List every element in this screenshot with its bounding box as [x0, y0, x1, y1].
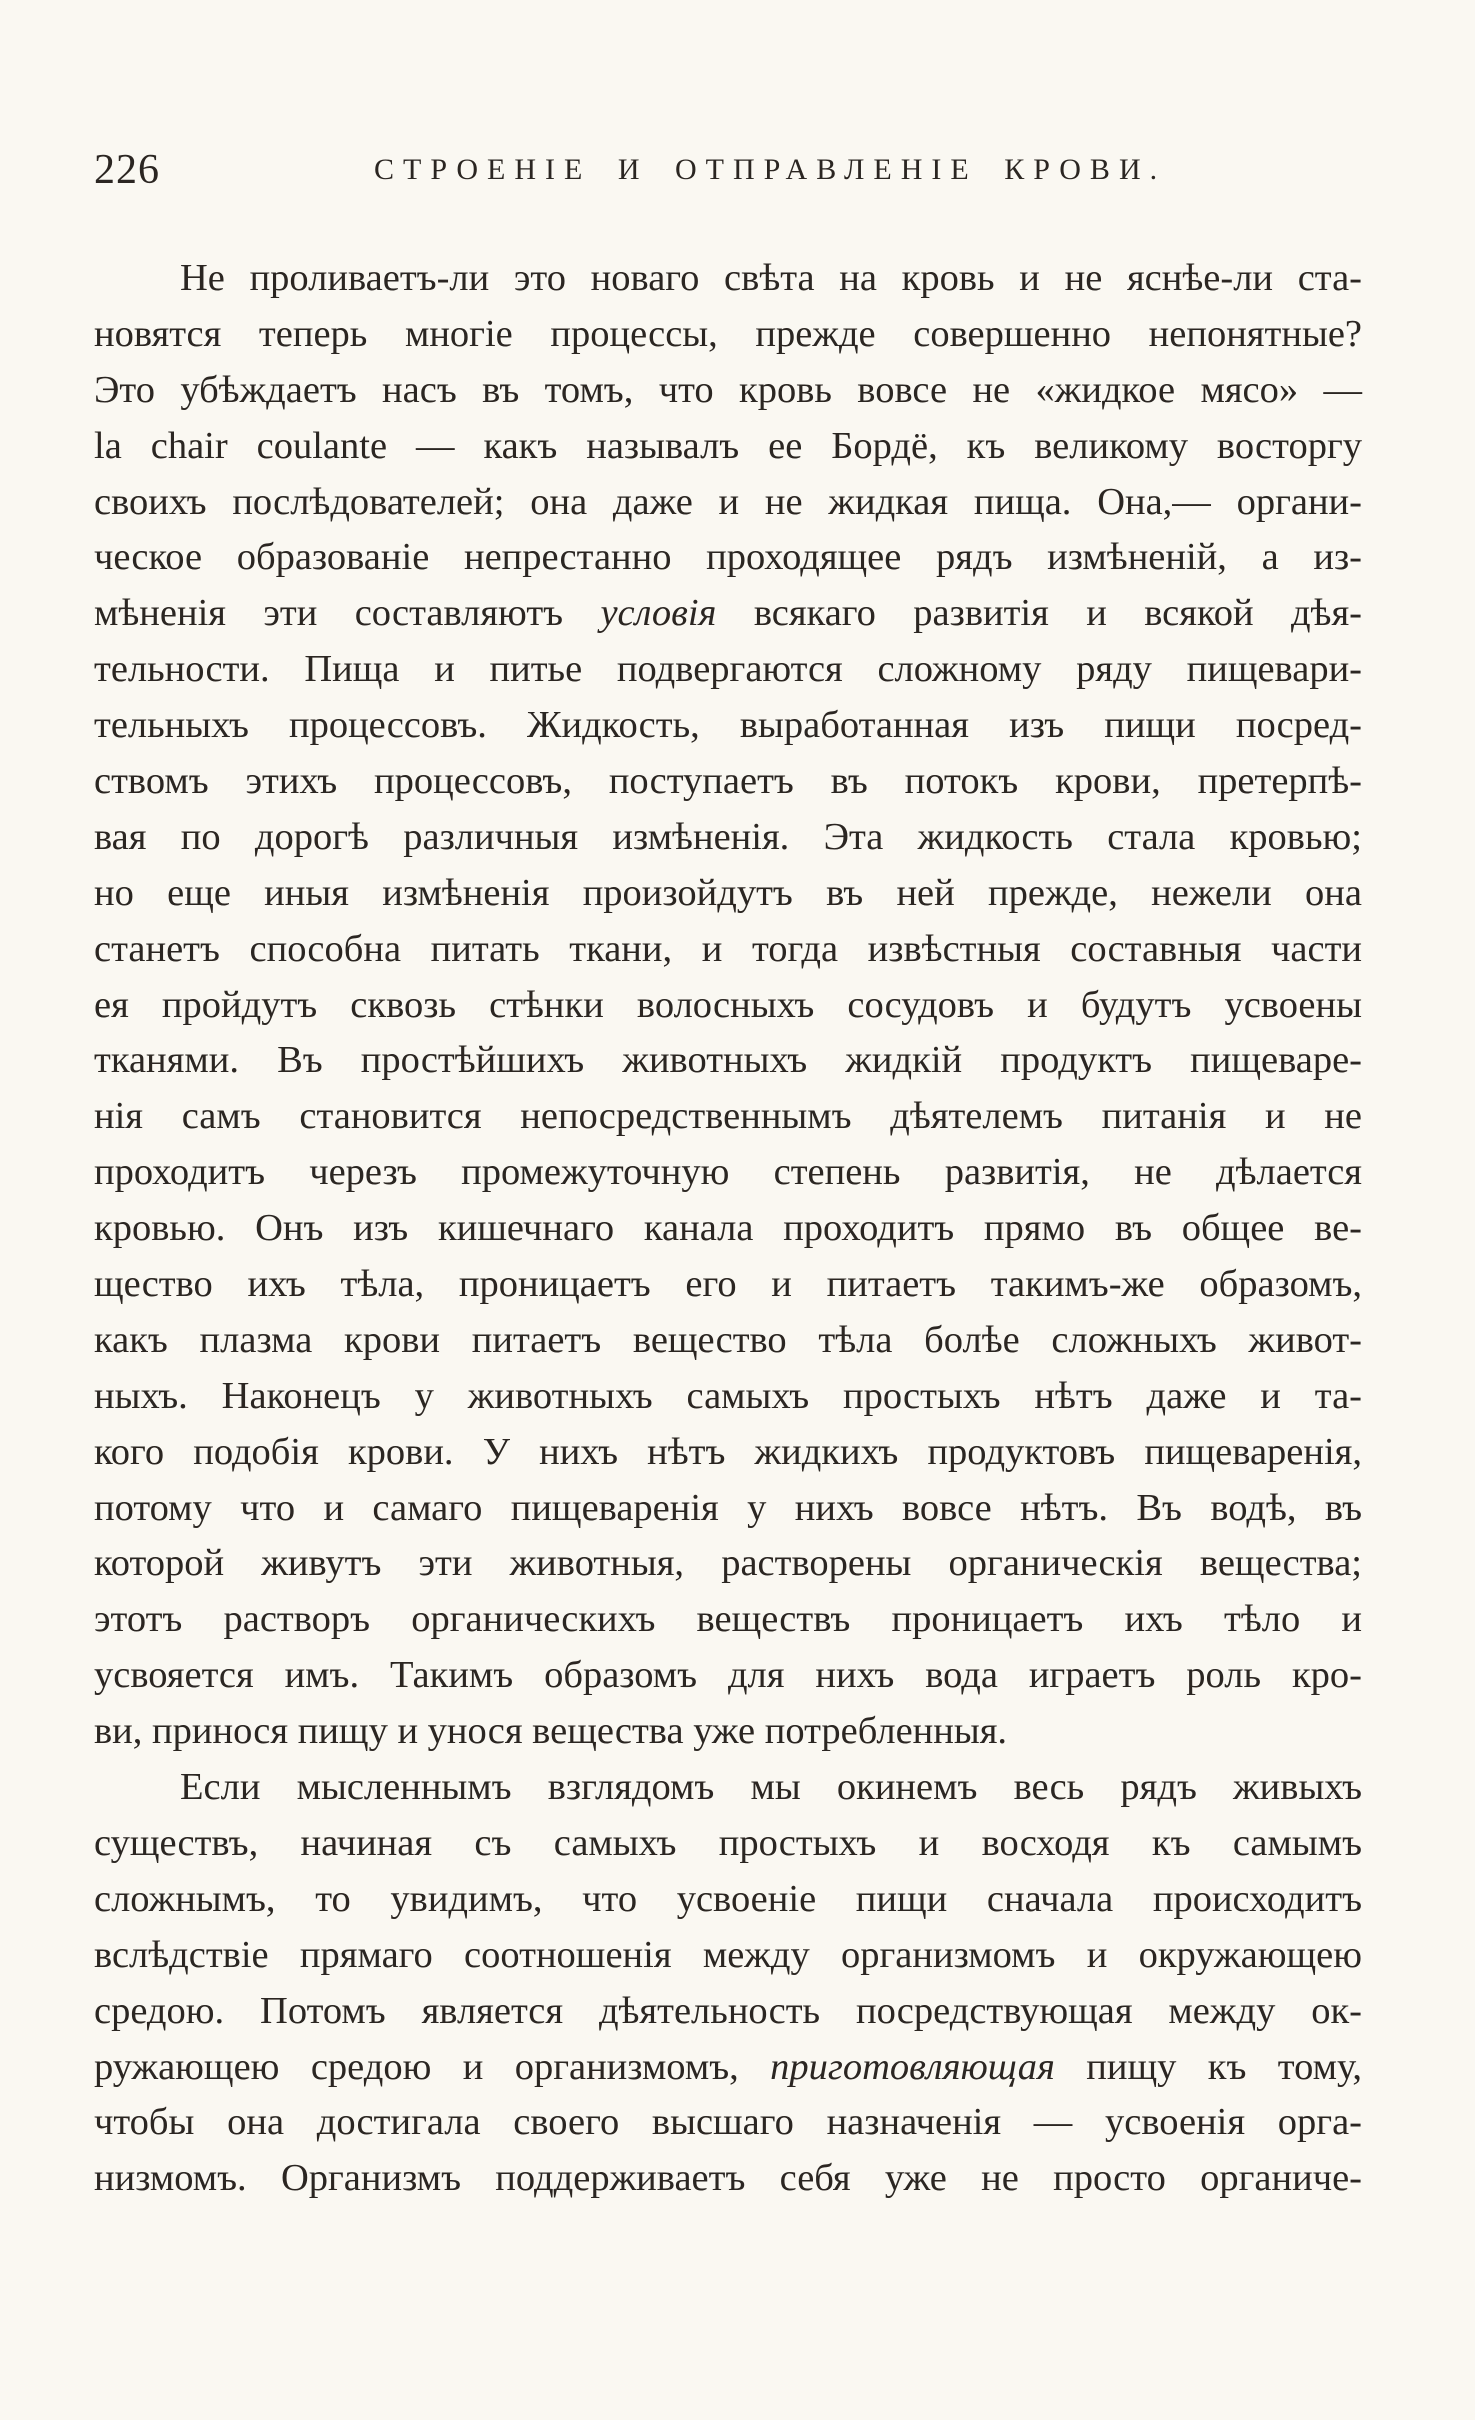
text-line: Это убѣждаетъ насъ въ томъ, что кровь вовсе не «жидкое мясо» — [94, 368, 1362, 411]
text-line-segment: мѣненія эти составляютъ [94, 592, 601, 635]
text-line: усвояется имъ. Такимъ образомъ для нихъ вода играетъ роль кро- [94, 1654, 1362, 1697]
text-line [94, 586, 1362, 642]
text-line: la chair coulante — какъ называлъ ее Бордё, къ великому восторгу [94, 424, 1362, 467]
text-line: тельныхъ процессовъ. Жидкость, выработанная изъ пищи посред- [94, 704, 1362, 747]
text-line: чтобы она достигала своего высшаго назначенія — усвоенія орга- [94, 2101, 1362, 2144]
text-line: ви, принося пищу и унося вещества уже потребленныя. [94, 1710, 1008, 1753]
text-line: ея пройдутъ сквозь стѣнки волосныхъ сосудовъ и будутъ усвоены [94, 983, 1362, 1026]
text-line: средою. Потомъ является дѣятельность посредствующая между ок- [94, 1989, 1362, 2032]
text-line: которой живутъ эти животныя, растворены органическія вещества; [94, 1542, 1362, 1585]
text-line: но еще иныя измѣненія произойдутъ въ ней прежде, нежели она [94, 871, 1362, 914]
text-line: ныхъ. Наконецъ у животныхъ самыхъ простыхъ нѣтъ даже и та- [94, 1374, 1362, 1417]
running-head: СТРОЕНІЕ И ОТПРАВЛЕНІЕ КРОВИ. [374, 153, 1167, 186]
emphasized-word: условія [600, 592, 717, 635]
text-line [94, 2040, 1362, 2096]
text-line: этотъ растворъ органическихъ веществъ проницаетъ ихъ тѣло и [94, 1598, 1362, 1641]
text-line: ствомъ этихъ процессовъ, поступаетъ въ потокъ крови, претерпѣ- [94, 760, 1362, 803]
text-line: щество ихъ тѣла, проницаетъ его и питаетъ такимъ-же образомъ, [94, 1263, 1362, 1306]
body-text [94, 251, 1362, 2207]
text-line: существъ, начиная съ самыхъ простыхъ и восходя къ самымъ [94, 1821, 1362, 1864]
text-line: какъ плазма крови питаетъ вещество тѣла болѣе сложныхъ живот- [94, 1318, 1362, 1361]
emphasized-word: приготовляющая [770, 2045, 1055, 2088]
text-line: станетъ способна питать ткани, и тогда извѣстныя составныя части [94, 927, 1362, 970]
text-line: Если мысленнымъ взглядомъ мы окинемъ весь рядъ живыхъ [180, 1766, 1362, 1809]
text-line: тельности. Пища и питье подвергаются сложному ряду пищевари- [94, 648, 1362, 691]
page-number: 226 [94, 147, 160, 193]
text-line: кого подобія крови. У нихъ нѣтъ жидкихъ продуктовъ пищеваренія, [94, 1430, 1362, 1473]
text-line: своихъ послѣдователей; она даже и не жидкая пища. Она,— органи- [94, 480, 1362, 523]
text-line: низмомъ. Организмъ поддерживаетъ себя уже не просто органиче- [94, 2157, 1362, 2200]
text-line: вслѣдствіе прямаго соотношенія между организмомъ и окружающею [94, 1933, 1362, 1976]
text-line-segment: пищу къ тому, [1054, 2045, 1362, 2088]
text-line-segment: всякаго развитія и всякой дѣя- [716, 592, 1362, 635]
text-line-segment: ружающею средою и организмомъ, [94, 2045, 771, 2088]
text-line: сложнымъ, то увидимъ, что усвоеніе пищи сначала происходитъ [94, 1877, 1362, 1920]
text-line: нія самъ становится непосредственнымъ дѣятелемъ питанія и не [94, 1095, 1362, 1138]
text-line: Не проливаетъ-ли это новаго свѣта на кровь и не яснѣе-ли ста- [180, 257, 1362, 299]
text-line: новятся теперь многіе процессы, прежде совершенно непонятные? [94, 312, 1362, 355]
text-line: тканями. Въ простѣйшихъ животныхъ жидкій продуктъ пищеваре- [94, 1039, 1362, 1082]
text-line: вая по дорогѣ различныя измѣненія. Эта жидкость стала кровью; [94, 815, 1362, 858]
page-header [94, 140, 1384, 200]
text-line: проходитъ черезъ промежуточную степень развитія, не дѣлается [94, 1151, 1362, 1194]
text-line: потому что и самаго пищеваренія у нихъ вовсе нѣтъ. Въ водѣ, въ [94, 1486, 1362, 1529]
text-line: кровью. Онъ изъ кишечнаго канала проходитъ прямо въ общее ве- [94, 1207, 1362, 1250]
text-line: ческое образованіе непрестанно проходящее рядъ измѣненій, а из- [94, 536, 1362, 579]
